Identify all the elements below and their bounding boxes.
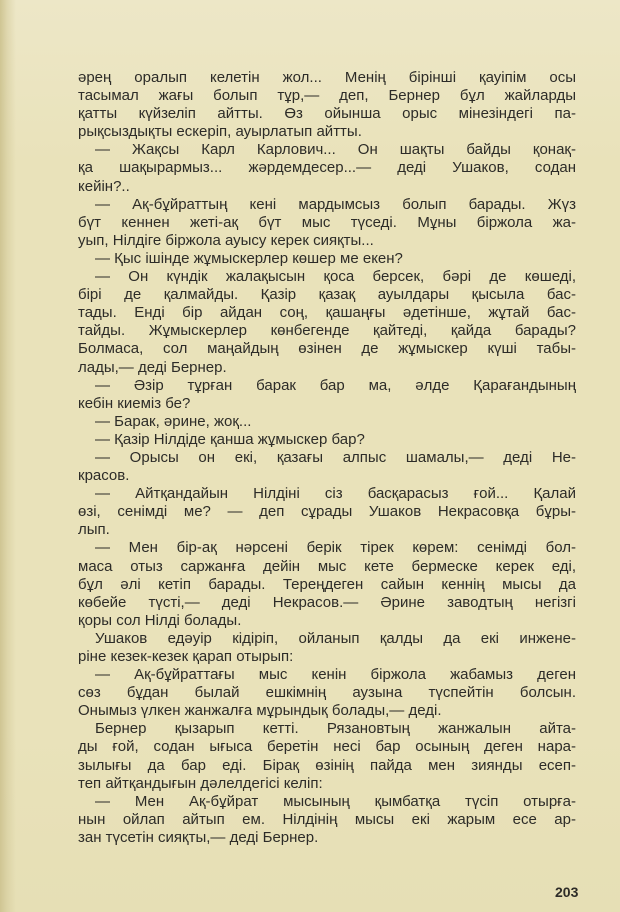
text-line: — Барак, әрине, жоқ...: [95, 412, 252, 430]
paragraph: [78, 485, 576, 539]
text-line: лады,— деді Бернер.: [78, 358, 227, 376]
text-line: теп айтқандығын дәлелдегісі келіп:: [78, 774, 323, 792]
text-line: — Әзір тұрған барак бар ма, әлде Қарағандының: [95, 376, 576, 394]
text-line: — Қыс ішінде жұмыскерлер көшер ме екен?: [95, 249, 403, 267]
paragraph: [78, 539, 576, 629]
text-line: қоры сол Нілді болады.: [78, 611, 242, 629]
paragraph: [78, 431, 576, 449]
text-line: бүт кеннен жеті-ақ бүт мыс түседі. Мұны біржола жа-: [78, 213, 576, 231]
text-block: [78, 69, 576, 847]
text-line: — Ақ-бұйраттағы мыс кенін біржола жабамыз деген: [95, 666, 576, 684]
text-line: — Мен бір-ақ нәрсені берік тірек көрем: сенімді бол-: [95, 539, 576, 557]
text-line: лып.: [78, 521, 110, 539]
paragraph: [78, 630, 576, 666]
text-line: Онымыз үлкен жанжалға мұрындық болады,— деді.: [78, 702, 442, 720]
text-line: — Орысы он екі, қазағы алпыс шамалы,— деді Не-: [95, 448, 576, 466]
text-line: — Жақсы Карл Карлович... Он шақты байды қонақ-: [95, 141, 576, 159]
text-line: зан түсетін сияқты,— деді Бернер.: [78, 828, 319, 846]
paragraph: [78, 196, 576, 250]
paragraph: [78, 666, 576, 720]
text-line: өзі, сенімді ме? — деп сұрады Ушаков Некрасовқа бұры-: [78, 503, 576, 521]
text-line: қатты күйзеліп айтты. Өз ойынша орыс мінезіндегі па-: [78, 105, 576, 123]
text-line: — Ақ-бұйраттың кені мардымсыз болып барады. Жүз: [95, 195, 576, 213]
paragraph: [78, 449, 576, 485]
text-line: ріне кезек-кезек қарап отырып:: [78, 648, 294, 665]
paragraph: [78, 250, 576, 268]
text-line: кейін?..: [78, 177, 130, 195]
text-line: Ушаков едәуір кідіріп, ойланып қалды да екі инжене-: [95, 629, 576, 647]
text-line: — Мен Ақ-бұйрат мысының қымбатқа түсіп отырға-: [95, 792, 576, 810]
text-line: тайды. Жұмыскерлер көнбегенде қайтеді, қайда барады?: [78, 322, 576, 340]
text-line: нын ойлап айтып ем. Нілдінің мысы екі жарым есе ар-: [78, 810, 576, 828]
text-line: сөз бұдан былай ешкімнің аузына түспейтін болсын.: [78, 684, 576, 702]
text-line: бұл әлі кетіп барады. Тереңдеген сайын кеннің мысы да: [78, 575, 576, 593]
text-line: зылығы да бар еді. Бірақ өзінің пайда мен зиянды есеп-: [78, 756, 576, 774]
text-line: ды ғой, содан ығыса беретін несі бар осының деген нара-: [78, 738, 576, 756]
text-line: бірі де қалмайды. Қазір қазақ ауылдары қысыла бас-: [78, 286, 576, 304]
paragraph: [78, 377, 576, 413]
paragraph: [78, 69, 576, 141]
text-line: тады. Енді бір айдан соң, қашаңғы әдетінше, жұтай бас-: [78, 304, 576, 322]
paragraph: [78, 268, 576, 377]
paragraph: [78, 141, 576, 195]
page-gutter-shadow: [0, 0, 16, 912]
text-line: — Айтқандайын Нілдіні сіз басқарасыз ғой... Қалай: [95, 485, 576, 503]
text-line: қа шақырармыз... жәрдемдесер...— деді Ушаков, содан: [78, 159, 576, 177]
paragraph: [78, 413, 576, 431]
text-line: уып, Нілдіге біржола ауысу керек сияқты...: [78, 231, 374, 249]
text-line: рықсыздықты ескеріп, ауырлатып айтты.: [78, 123, 362, 141]
text-line: маса отыз саржанға дейін мыс кете бермеске керек еді,: [78, 557, 576, 575]
text-line: кебін киеміз бе?: [78, 394, 191, 412]
text-line: Бернер қызарып кетті. Рязановтың жанжалын айта-: [95, 720, 576, 738]
text-line: — Он күндік жалақысын қоса берсек, бәрі де көшеді,: [95, 268, 576, 286]
page-number: 203: [555, 884, 579, 900]
text-line: красов.: [78, 467, 130, 485]
text-line: — Қазір Нілдіде қанша жұмыскер бар?: [95, 430, 365, 448]
text-line: көбейе түсті,— деді Некрасов.— Әрине заводтың негізгі: [78, 593, 576, 611]
paragraph: [78, 720, 576, 792]
text-line: әрең оралып келетін жол... Менің бірінші қауіпім осы: [78, 69, 576, 86]
text-line: Болмаса, сол маңайдың өзінен де жұмыскер күші табы-: [78, 340, 576, 358]
text-line: тасымал жағы болып тұр,— деп, Бернер бұл жайларды: [78, 87, 576, 105]
paragraph: [78, 793, 576, 847]
